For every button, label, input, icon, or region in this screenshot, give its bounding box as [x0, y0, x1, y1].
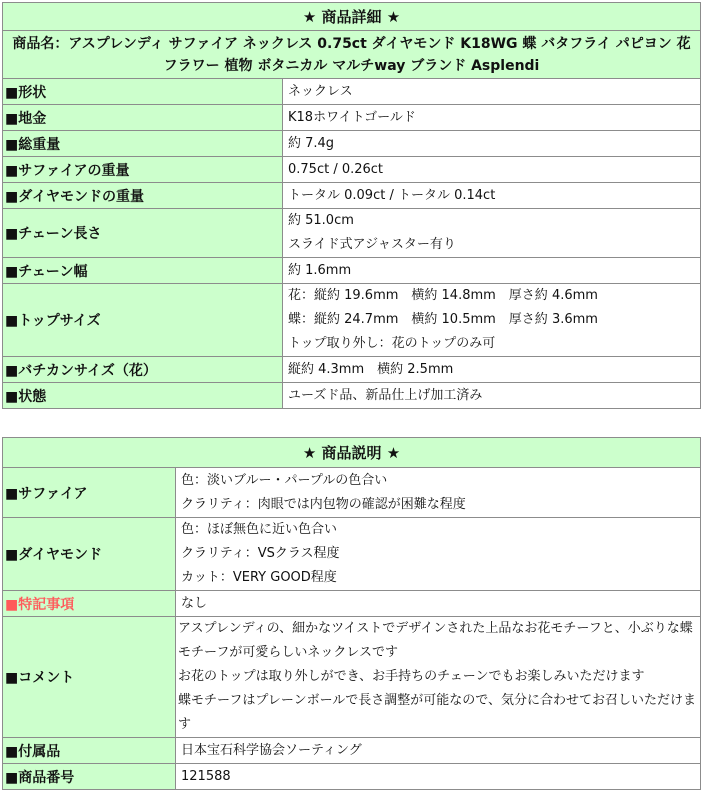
- value-diamond: 色：ほぼ無色に近い色合い クラリティ：VSクラス程度 カット：VERY GOOD程度: [176, 518, 701, 591]
- label-diamond: ■ダイヤモンド: [3, 518, 176, 591]
- value-bail-size: 縦約 4.3mm 横約 2.5mm: [283, 357, 701, 383]
- label-metal: ■地金: [3, 105, 283, 131]
- label-chain-length: ■チェーン長さ: [3, 209, 283, 258]
- label-product-number: ■商品番号: [3, 764, 176, 790]
- value-condition: ユーズド品、新品仕上げ加工済み: [283, 383, 701, 409]
- value-chain-width: 約 1.6mm: [283, 258, 701, 284]
- label-condition: ■状態: [3, 383, 283, 409]
- label-chain-width: ■チェーン幅: [3, 258, 283, 284]
- product-name: 商品名：アスプレンディ サファイア ネックレス 0.75ct ダイヤモンド K18WG 蝶 バタフライ パピヨン 花 フラワー 植物 ボタニカル マルチway ブランド Asplendi: [3, 31, 701, 79]
- value-sapphire-weight: 0.75ct / 0.26ct: [283, 157, 701, 183]
- label-top-size: ■トップサイズ: [3, 284, 283, 357]
- value-metal: K18ホワイトゴールド: [283, 105, 701, 131]
- value-comment: アスプレンディの、細かなツイストでデザインされた上品なお花モチーフと、小ぶりな蝶モチーフが可愛らしいネックレスです お花のトップは取り外しができ、お手持ちのチェーンでもお楽しみいただけます 蝶モチーフはプレーンボールで長さ調整が可能なので、気分に合わせてお召しいただけます: [176, 617, 701, 738]
- value-product-number: 121588: [176, 764, 701, 790]
- value-total-weight: 約 7.4g: [283, 131, 701, 157]
- value-diamond-weight: トータル 0.09ct / トータル 0.14ct: [283, 183, 701, 209]
- value-top-size: 花：縦約 19.6mm 横約 14.8mm 厚さ約 4.6mm 蝶：縦約 24.7mm 横約 10.5mm 厚さ約 3.6mm トップ取り外し：花のトップのみ可: [283, 284, 701, 357]
- label-shape: ■形状: [3, 79, 283, 105]
- value-sapphire: 色：淡いブルー・パープルの色合い クラリティ：肉眼では内包物の確認が困難な程度: [176, 468, 701, 518]
- label-special-notes: ■特記事項: [3, 591, 176, 617]
- value-special-notes: なし: [176, 591, 701, 617]
- description-header: ★ 商品説明 ★: [3, 438, 701, 468]
- detail-header: ★ 商品詳細 ★: [3, 3, 701, 31]
- value-accessories: 日本宝石科学協会ソーティング: [176, 738, 701, 764]
- label-bail-size: ■バチカンサイズ（花）: [3, 357, 283, 383]
- label-accessories: ■付属品: [3, 738, 176, 764]
- product-detail-table: [2, 2, 701, 409]
- label-diamond-weight: ■ダイヤモンドの重量: [3, 183, 283, 209]
- value-chain-length: 約 51.0cm スライド式アジャスター有り: [283, 209, 701, 258]
- label-comment: ■コメント: [3, 617, 176, 738]
- label-total-weight: ■総重量: [3, 131, 283, 157]
- value-shape: ネックレス: [283, 79, 701, 105]
- product-description-table: [2, 437, 701, 790]
- label-sapphire-weight: ■サファイアの重量: [3, 157, 283, 183]
- label-sapphire: ■サファイア: [3, 468, 176, 518]
